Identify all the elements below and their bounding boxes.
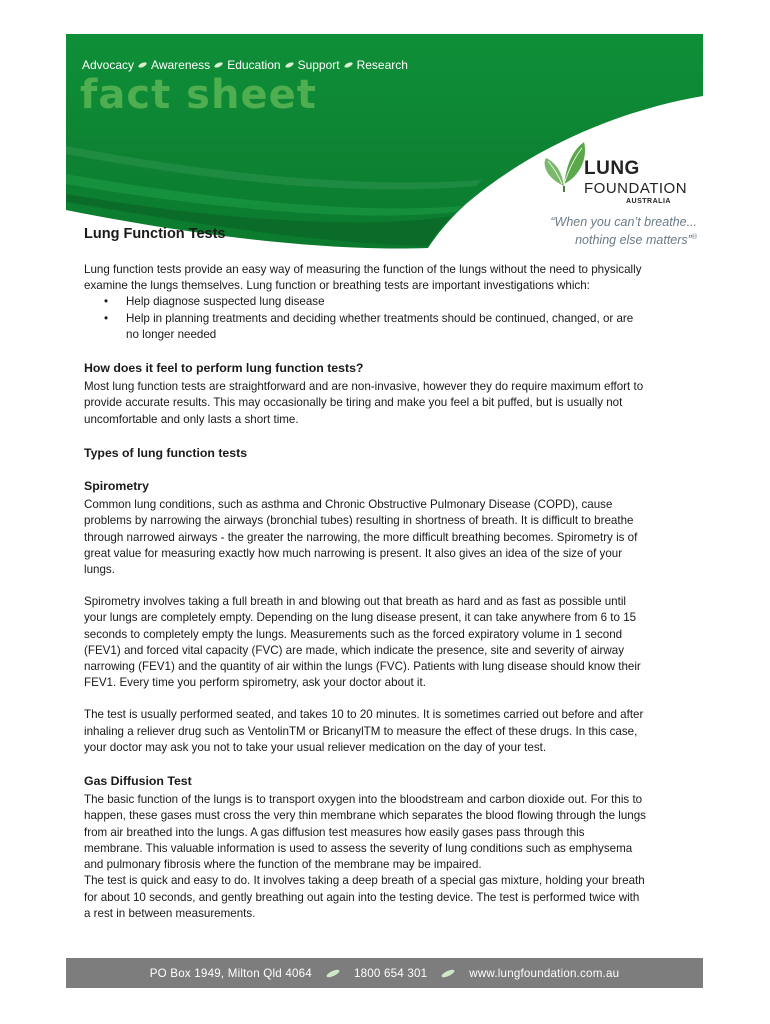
tagline-research: Research (356, 58, 408, 72)
gas-paragraph-2: The test is quick and easy to do. It involves taking a deep breath of a special gas mixture, holding your breath for about 10 seconds, and gently breathing out again into the testing device. The test is performed twice with a rest in between measurements. (84, 874, 645, 920)
tagline-education: Education (227, 58, 281, 72)
feel-paragraph: Most lung function tests are straightforward and are non-invasive, however they do require maximum effort to provide accurate results. This may occasionally be tiring and make you feel a bit puffed, but is usually not uncomfortable and only lasts a short time. (84, 380, 644, 426)
footer-phone[interactable]: 1800 654 301 (353, 966, 428, 980)
tagline (82, 58, 408, 72)
page-title: Lung Function Tests (84, 226, 226, 242)
logo-word-foundation: FOUNDATION (584, 180, 688, 197)
leaf-separator-icon (343, 62, 353, 69)
list-item: • Help diagnose suspected lung disease (118, 294, 646, 310)
lung-foundation-logo (540, 134, 688, 214)
motto-line-2 (550, 230, 697, 248)
banner-title: fact sheet (80, 72, 317, 118)
footer-address: PO Box 1949, Milton Qld 4064 (149, 966, 312, 980)
intro-bullet-list (84, 294, 646, 343)
motto-line-1: “When you can’t breathe... (550, 215, 697, 229)
spirometry-paragraph-2: Spirometry involves taking a full breath in and blowing out that breath as hard and as fast as possible until your lungs are completely empty. Depending on the lung disease present, it can take anywhere from 6 to 15 seconds to completely empty the lungs. Measurements such as the forced expiratory volume in 1 second (FEV1) and forced vital capacity (FVC) are made, which indicate the presence, site and severity of airway narrowing (FEV1) and the quantity of air within the lungs (FVC). Patients with lung disease should know their FEV1. Every time you perform spirometry, ask your doctor about it. (84, 595, 641, 690)
motto (550, 215, 697, 248)
leaf-separator-icon (326, 968, 341, 978)
spirometry-paragraph-3: The test is usually performed seated, and takes 10 to 20 minutes. It is sometimes carried out before and after inhaling a reliever drug such as VentolinTM or BricanylTM to measure the effect of these drugs. In this case, your doctor may ask you not to take your usual reliever medication on the day of your test. (84, 708, 644, 754)
article-body (84, 262, 646, 922)
registered-mark: ® (691, 234, 697, 241)
leaf-separator-icon (138, 62, 148, 69)
leaf-separator-icon (441, 968, 456, 978)
section-heading-feel: How does it feel to perform lung function tests? (84, 361, 364, 376)
tagline-support: Support (297, 58, 340, 72)
footer-website-link[interactable]: www.lungfoundation.com.au (469, 966, 620, 980)
spirometry-paragraph-1: Common lung conditions, such as asthma and Chronic Obstructive Pulmonary Disease (COPD), cause problems by narrowing the airways (bronchial tubes) resulting in shortness of breath. It is difficult to breathe through narrowed airways - the greater the narrowing, the more difficult breathing becomes. Spirometry is of great value for measuring exactly how much narrowing is present. It also gives an idea of the size of your lungs. (84, 498, 638, 577)
lung-leaves-icon (540, 134, 590, 194)
logo-word-lung: LUNG (584, 158, 640, 179)
footer-contact-bar (66, 958, 703, 988)
section-heading-gas-diffusion: Gas Diffusion Test (84, 774, 192, 789)
tagline-advocacy: Advocacy (82, 58, 135, 72)
section-heading-types: Types of lung function tests (84, 445, 248, 460)
gas-paragraph-1: The basic function of the lungs is to transport oxygen into the bloodstream and carbon dioxide out. For this to happen, these gases must cross the very thin membrane which separates the blood flowing through the lungs from air breathed into the lungs. A gas diffusion test measures how easily gases pass through this membrane. This valuable information is used to assess the severity of lung conditions such as emphysema and pulmonary fibrosis where the function of the membrane may be impaired. (84, 793, 646, 872)
motto-line-2-text: nothing else matters” (575, 233, 692, 248)
list-item: • Help in planning treatments and deciding whether treatments should be continued, changed, or are no longer needed (118, 311, 646, 343)
logo-word-australia: AUSTRALIA (626, 198, 671, 205)
leaf-separator-icon (214, 62, 224, 69)
intro-paragraph: Lung function tests provide an easy way of measuring the function of the lungs without the need to physically examine the lungs themselves. Lung function or breathing tests are important investigations which: (84, 263, 642, 293)
leaf-separator-icon (284, 62, 294, 69)
section-heading-spirometry: Spirometry (84, 479, 149, 494)
tagline-awareness: Awareness (151, 58, 211, 72)
